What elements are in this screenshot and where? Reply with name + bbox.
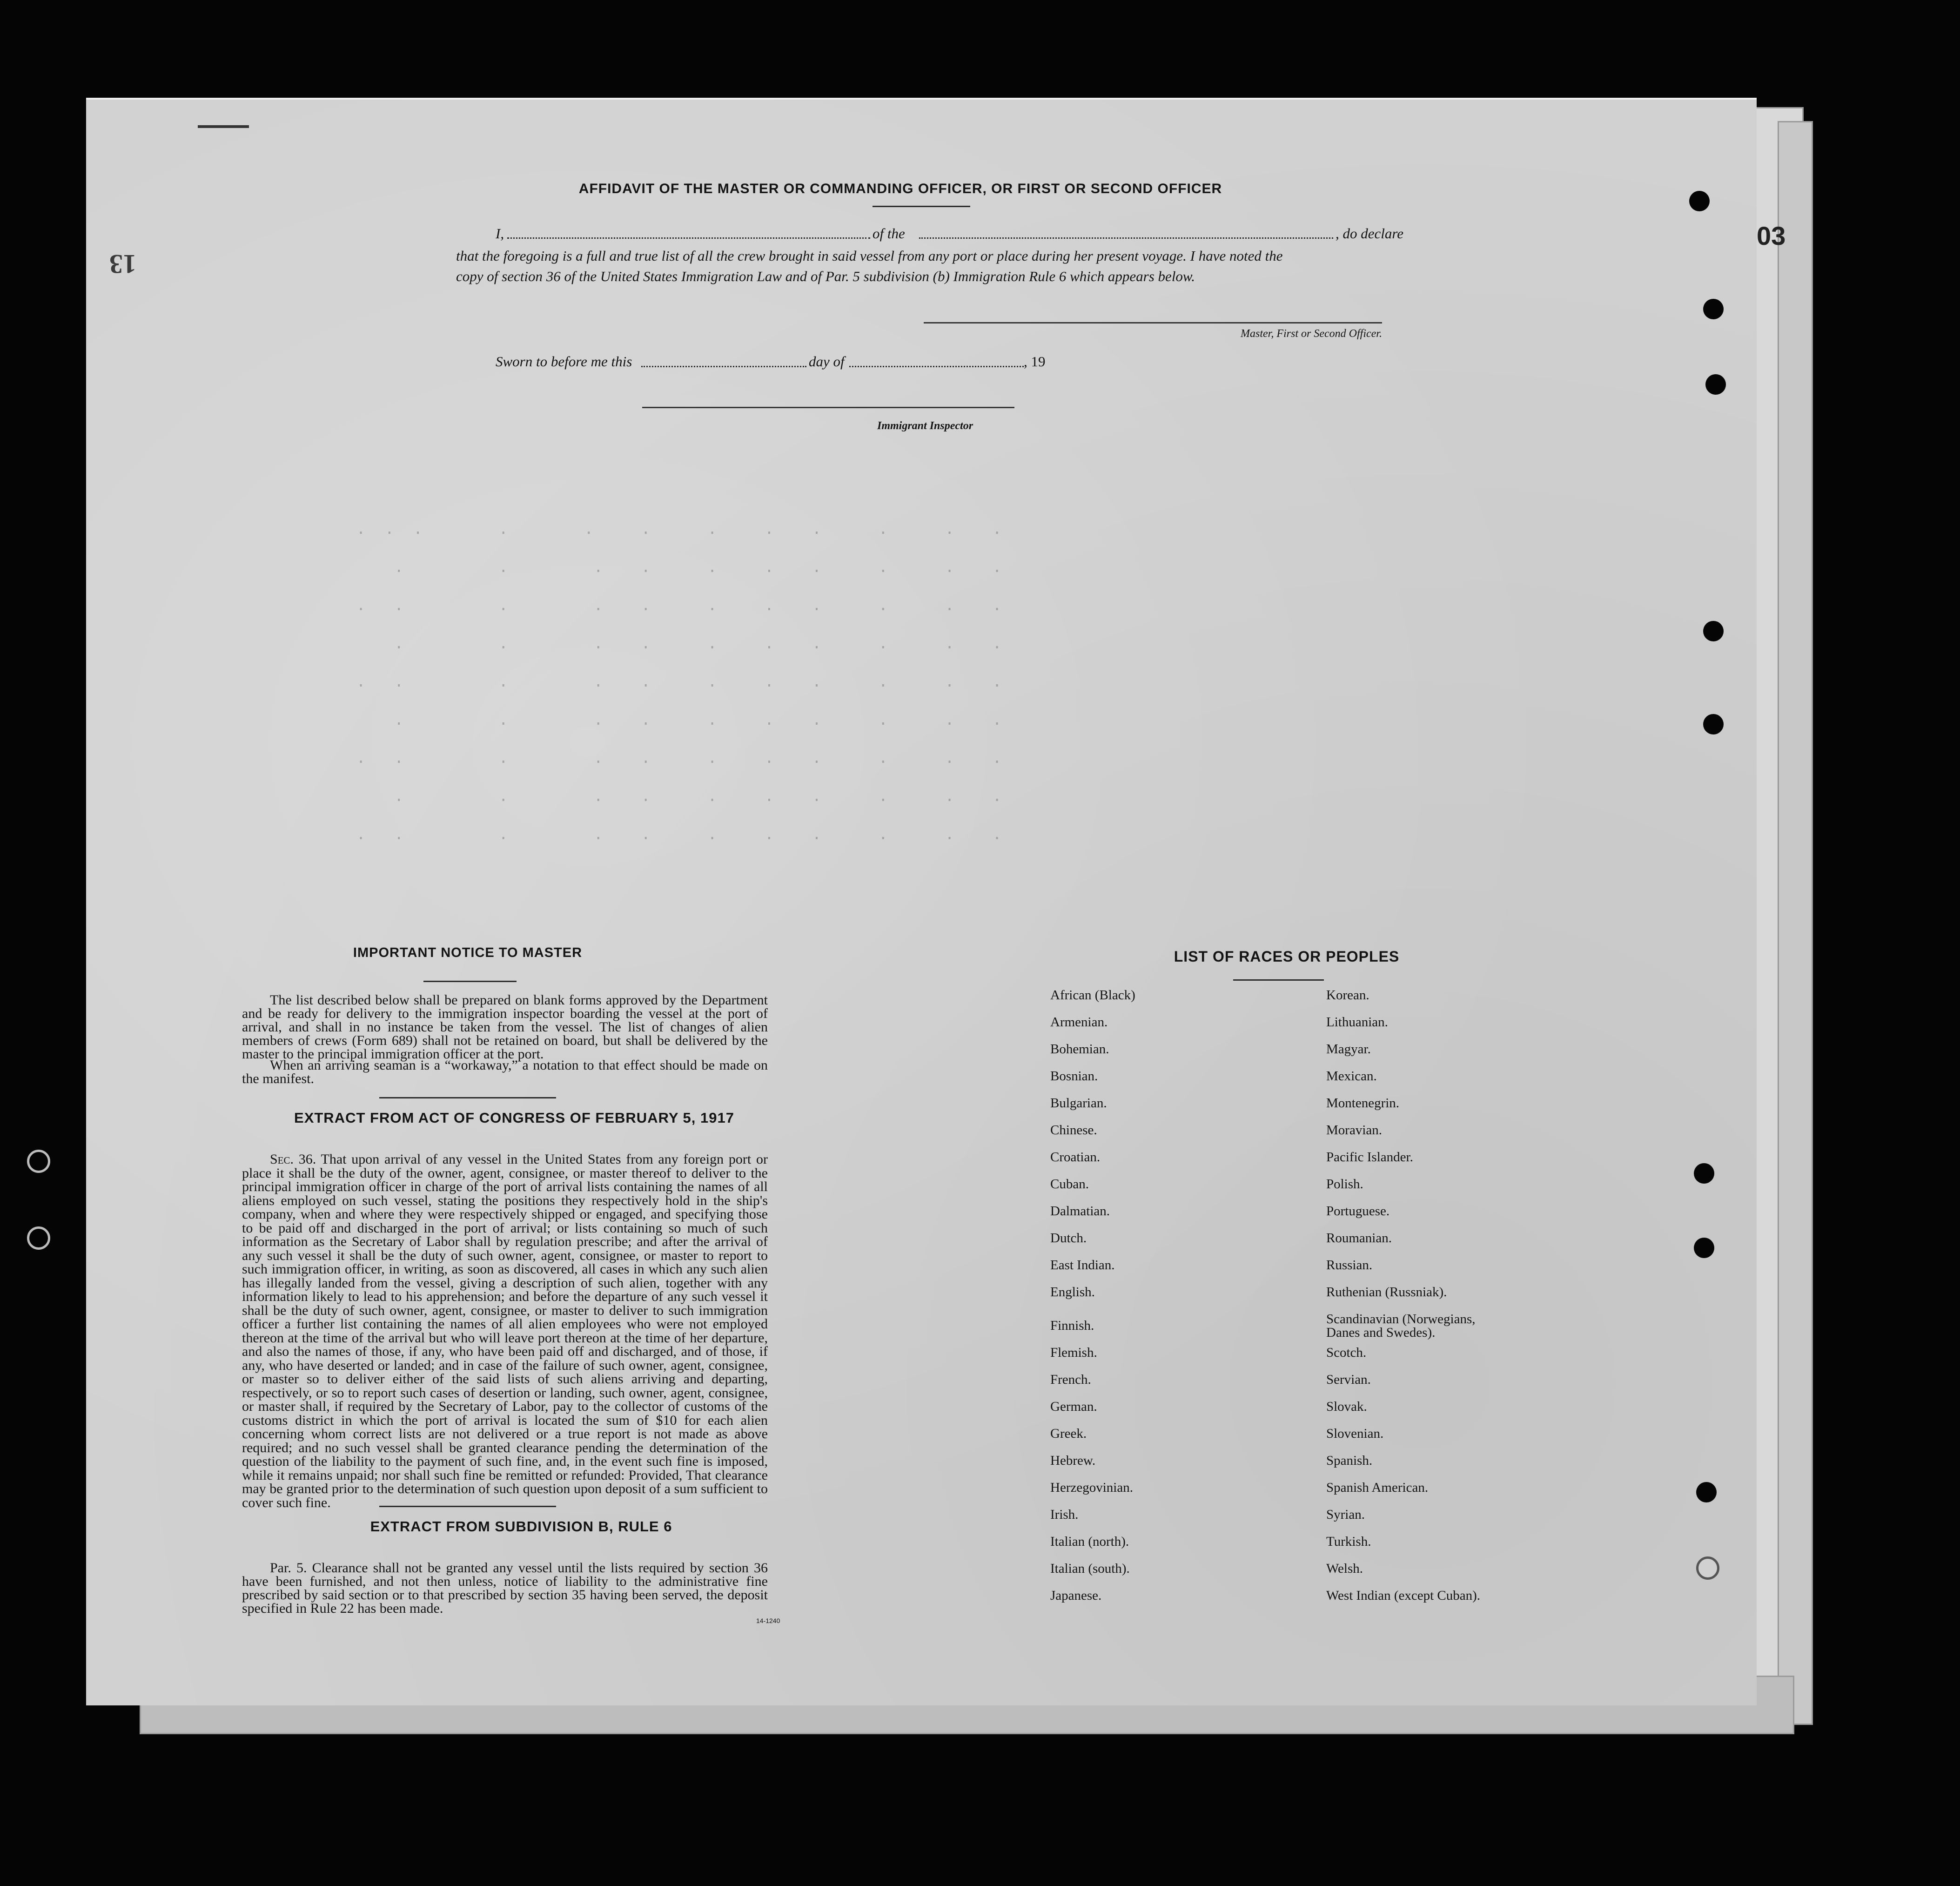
master-signature-line[interactable] (924, 322, 1382, 323)
race-item: Irish. (1050, 1507, 1079, 1522)
races-title-rule (1233, 979, 1324, 981)
binder-ring (27, 1226, 50, 1250)
act-section-text: That upon arrival of any vessel in the United States from any foreign port or place it shall be the duty of the owner, agent, consignee, or master thereof to deliver to the principal immigration officer in charge of the port of arrival lists containing the names of all aliens employed on such vessel, stating the positions they respectively hold in the ship's company, when and where they were respectively shipped or engaged, and specifying those to be paid off and discharged in the port of arrival; or lists containing so much of such information as the Secretary of Labor shall by regulation prescribe; and after the arrival of any such vessel it shall be the duty of such owner, agent, consignee, or master to report to such immigration officer, in writing, as soon as discovered, all cases in which any such alien has illegally landed from the vessel, giving a description of such alien, together with any information likely to lead to his apprehension; and before the departure of any such vessel it shall be the duty of such owner, agent, consignee, or master to deliver to such immigration officer a further list containing the names of all alien employees who were not employed thereon at the time of the arrival but who will leave port thereon at the time of her departure, and also the names of those, if any, who have been paid off and discharged, and of those, if any, who have deserted or landed; and in case of the failure of such owner, agent, consignee, or master so to deliver either of the said lists of such aliens arriving and departing, respectively, or so to report such cases of desertion or landing, such owner, agent, consignee, or master shall, if required by the Secretary of Labor, pay to the collector of customs of the customs district in which the port of arrival is located the sum of $10 for each alien concerning whom correct lists are not delivered or a true report is not made as above required; and no such vessel shall be granted clearance pending the determination of the question of the liability to the payment of such fine, and, in the event such fine is imposed, while it remains unpaid; nor shall such fine be remitted or refunded: Provided, That clearance may be granted prior to the determination of such question upon deposit of a sum sufficient to cover such fine. (242, 1152, 768, 1510)
race-item: Lithuanian. (1326, 1015, 1388, 1030)
binder-ring (27, 1150, 50, 1173)
notice-body: The list described below shall be prepared on blank forms approved by the Department and be ready for delivery to the immigration inspector boarding the vessel at the port of arrival, and shall in no instance be taken from the vessel. The list of changes of alien members of crews (Form 689) shall not be retained on board, but shall be delivered by the master to the principal immigration officer at the port. (242, 992, 768, 1062)
inspector-signature-line[interactable] (642, 407, 1014, 408)
race-item: Bulgarian. (1050, 1096, 1107, 1111)
inspector-caption: Immigrant Inspector (877, 420, 973, 432)
punch-hole (1703, 621, 1724, 641)
notice-body-2: When an arriving seaman is a “workaway,” a notation to that effect should be made on the manifest. (242, 1058, 768, 1086)
sworn-day-of: day of (809, 353, 845, 370)
affidavit-of-the: of the (873, 225, 905, 242)
race-item: Turkish. (1326, 1534, 1371, 1549)
race-item: Spanish American. (1326, 1480, 1429, 1495)
punch-hole (1705, 374, 1726, 395)
race-item: Welsh. (1326, 1561, 1363, 1576)
race-item: Bohemian. (1050, 1042, 1109, 1057)
race-item: German. (1050, 1399, 1097, 1414)
race-item: Russian. (1326, 1258, 1373, 1273)
rule-body: Par. 5. Clearance shall not be granted any vessel until the lists required by section 36 have been furnished, and not then unless, notice of liability to the administrative fine prescribed by said section or to that prescribed by section 35 having been served, the deposit specified in Rule 22 has been made. (242, 1560, 768, 1616)
race-item: Croatian. (1050, 1150, 1101, 1165)
sworn-year: , 19 (1024, 353, 1046, 370)
notice-title: IMPORTANT NOTICE TO MASTER (353, 945, 583, 960)
punch-hole (1694, 1163, 1714, 1184)
left-margin-number: 13 (109, 249, 136, 279)
affidavit-line3: copy of section 36 of the United States Immigration Law and of Par. 5 subdivision (b) Immigration Rule 6 which appears below. (456, 268, 1195, 284)
race-item: Korean. (1326, 988, 1369, 1003)
race-item: Slovenian. (1326, 1426, 1384, 1441)
right-margin-number: 03 (1757, 221, 1786, 250)
affidavit-line2: that the foregoing is a full and true list of all the crew brought in said vessel from any port or place during her present voyage. I have noted the (456, 248, 1283, 264)
act-title: EXTRACT FROM ACT OF CONGRESS OF FEBRUARY 5, 1917 (294, 1110, 734, 1126)
race-item: Hebrew. (1050, 1453, 1096, 1468)
punch-ring (1696, 1556, 1719, 1580)
race-item: Italian (north). (1050, 1534, 1129, 1549)
race-item: Magyar. (1326, 1042, 1371, 1057)
race-item: Finnish. (1050, 1318, 1094, 1333)
rule-title: EXTRACT FROM SUBDIVISION B, RULE 6 (370, 1518, 672, 1535)
notice-title-rule (423, 981, 517, 982)
master-signature-caption: Master, First or Second Officer. (1241, 328, 1382, 340)
punch-hole (1696, 1482, 1717, 1502)
race-item: Syrian. (1326, 1507, 1365, 1522)
race-item: Herzegovinian. (1050, 1480, 1133, 1495)
race-item: Spanish. (1326, 1453, 1373, 1468)
race-item: Armenian. (1050, 1015, 1108, 1030)
race-item: Japanese. (1050, 1588, 1102, 1603)
sworn-day-field[interactable] (641, 366, 806, 367)
race-item: Dalmatian. (1050, 1204, 1110, 1219)
races-right-column (1326, 989, 1559, 1616)
race-item: Ruthenian (Russniak). (1326, 1285, 1447, 1300)
affidavit-title-rule (873, 206, 970, 207)
race-item: Greek. (1050, 1426, 1087, 1441)
race-item: Scandinavian (Norwegians, Danes and Swedes). (1326, 1312, 1476, 1340)
bleed-through-text: . . . . . . . . . . . . . . . . . . . . . . . . . . . . . . . . . . . . . . . . . . . . . . . . . . . . . . . . . . . . . . . . . . . . . . . . . . . . . . . . . . . . . . . . . . . . . . . . (356, 521, 1002, 844)
affidavit-do-declare: , do declare (1336, 225, 1404, 242)
act-divider (379, 1506, 556, 1507)
master-name-field[interactable] (507, 237, 870, 239)
race-item: English. (1050, 1285, 1095, 1300)
top-left-dash (198, 125, 249, 128)
race-item: Servian. (1326, 1372, 1371, 1387)
races-left-column (1050, 989, 1283, 1616)
sworn-prefix: Sworn to before me this (496, 353, 632, 370)
race-item: Pacific Islander. (1326, 1150, 1413, 1165)
race-item: Slovak. (1326, 1399, 1367, 1414)
race-item: East Indian. (1050, 1258, 1115, 1273)
race-item: West Indian (except Cuban). (1326, 1588, 1481, 1603)
race-item: Scotch. (1326, 1345, 1367, 1360)
back-sheet-2 (1778, 121, 1813, 1725)
race-item: Italian (south). (1050, 1561, 1130, 1576)
race-item: Roumanian. (1326, 1231, 1392, 1246)
race-item: Moravian. (1326, 1123, 1382, 1138)
race-item: Bosnian. (1050, 1069, 1098, 1084)
sworn-month-field[interactable] (849, 366, 1024, 367)
punch-hole (1689, 191, 1710, 211)
act-body (242, 1152, 768, 1509)
punch-hole (1703, 299, 1724, 319)
race-item: French. (1050, 1372, 1091, 1387)
punch-hole (1703, 714, 1724, 734)
form-page (86, 98, 1786, 1705)
race-item: Polish. (1326, 1177, 1363, 1192)
race-item: Chinese. (1050, 1123, 1097, 1138)
form-number: 14-1240 (756, 1617, 780, 1624)
race-item: Cuban. (1050, 1177, 1089, 1192)
act-section-label: Sec. 36. (270, 1152, 316, 1167)
race-item: Dutch. (1050, 1231, 1087, 1246)
race-item: Flemish. (1050, 1345, 1097, 1360)
vessel-name-field[interactable] (919, 237, 1333, 239)
races-title: LIST OF RACES OR PEOPLES (1174, 948, 1400, 965)
notice-divider (379, 1097, 556, 1098)
race-item: Montenegrin. (1326, 1096, 1400, 1111)
affidavit-i: I, (496, 225, 504, 242)
race-item: African (Black) (1050, 988, 1135, 1003)
punch-hole (1694, 1238, 1714, 1258)
affidavit-title: AFFIDAVIT OF THE MASTER OR COMMANDING OFFICER, OR FIRST OR SECOND OFFICER (578, 181, 1222, 196)
race-item: Mexican. (1326, 1069, 1377, 1084)
race-item: Portuguese. (1326, 1204, 1390, 1219)
